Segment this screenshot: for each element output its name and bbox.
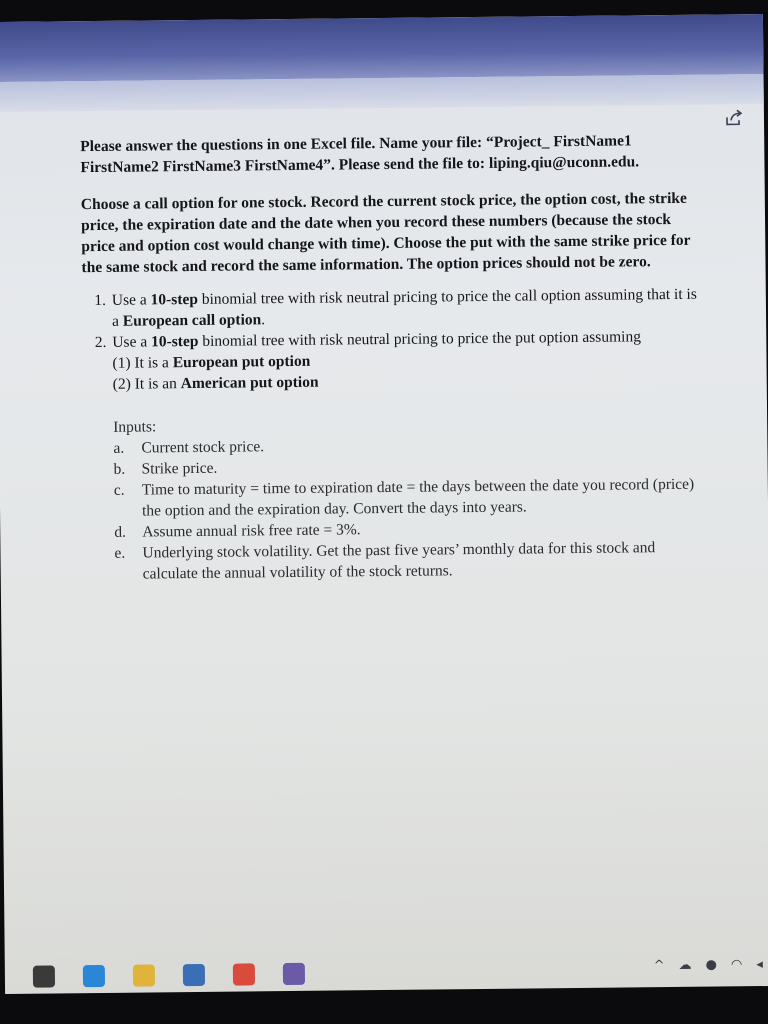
edge-icon[interactable] bbox=[83, 965, 105, 987]
input-text: Strike price. bbox=[141, 459, 218, 478]
question-2 bbox=[110, 326, 708, 395]
input-text: Time to maturity = time to expiration date = the days between the date you record (price) the option and the expiration day. Convert the days into years. bbox=[141, 475, 695, 520]
window-title-bar bbox=[0, 14, 764, 82]
q1-steps: 10-step bbox=[150, 290, 199, 309]
inputs-section bbox=[113, 411, 710, 585]
q2-sub-1-pre: (1) It is a bbox=[112, 354, 173, 372]
input-text: Current stock price. bbox=[141, 438, 265, 457]
document-body bbox=[80, 130, 710, 586]
files-icon[interactable] bbox=[133, 964, 155, 986]
input-marker: a. bbox=[113, 439, 125, 457]
share-icon[interactable] bbox=[724, 109, 744, 127]
q2-sub-2-kind: American put option bbox=[180, 373, 319, 393]
q1-text-mid: binomial tree with risk neutral pricing to price the call option assuming that it is a bbox=[111, 285, 697, 330]
q2-text-mid: binomial tree with risk neutral pricing to price the put option assuming bbox=[198, 328, 641, 350]
inputs-label: Inputs: bbox=[113, 418, 157, 436]
input-marker: c. bbox=[113, 481, 125, 499]
q1-text-end: . bbox=[261, 311, 266, 329]
input-marker: e. bbox=[114, 544, 126, 562]
microphone-icon[interactable]: ● bbox=[705, 957, 718, 973]
input-text: Underlying stock volatility. Get the past five years’ monthly data for this stock and calculate the annual volatility of the stock returns. bbox=[142, 539, 656, 583]
speaker-icon[interactable]: ◂ bbox=[756, 957, 763, 973]
screen bbox=[0, 14, 768, 994]
task-paragraph: Choose a call option for one stock. Record the current stock price, the option cost, the strike price, the expiration date and the date when you record these numbers (because the stock price and option cost would change with time). Choose the put with the same strike price for the same stock and record the same information. The option prices should not be zero. bbox=[80, 189, 691, 277]
taskbar bbox=[5, 949, 768, 994]
q2-text-pre: Use a bbox=[112, 333, 152, 351]
chrome-icon[interactable] bbox=[233, 963, 255, 985]
input-text: Assume annual risk free rate = 3%. bbox=[142, 521, 361, 541]
input-item bbox=[114, 537, 709, 585]
teams-icon[interactable] bbox=[283, 963, 305, 985]
q2-sub-2-pre: (2) It is an bbox=[112, 375, 181, 393]
cloud-icon[interactable]: ☁ bbox=[678, 957, 692, 973]
system-tray bbox=[654, 957, 763, 973]
input-marker: b. bbox=[113, 460, 126, 478]
inputs-list bbox=[113, 432, 710, 585]
input-item bbox=[114, 474, 709, 522]
explorer-icon[interactable] bbox=[33, 965, 55, 987]
mail-icon[interactable] bbox=[183, 964, 205, 986]
question-1 bbox=[110, 284, 707, 332]
share-icon-graphic bbox=[724, 109, 744, 127]
q2-sub-1-kind: European put option bbox=[172, 352, 311, 372]
wifi-icon[interactable]: ◠ bbox=[730, 957, 743, 973]
q1-option-kind: European call option bbox=[122, 311, 262, 330]
q1-text-pre: Use a bbox=[111, 291, 151, 309]
chevron-up-icon[interactable]: ^ bbox=[653, 958, 665, 974]
input-marker: d. bbox=[114, 523, 126, 541]
q2-steps: 10-step bbox=[150, 332, 199, 351]
instructions-paragraph: Please answer the questions in one Excel file. Name your file: “Project_ FirstName1 FirstName2 FirstName3 FirstName4”. Please send the file to: liping.qiu@uconn.edu. bbox=[80, 132, 640, 177]
questions-list bbox=[82, 284, 708, 396]
